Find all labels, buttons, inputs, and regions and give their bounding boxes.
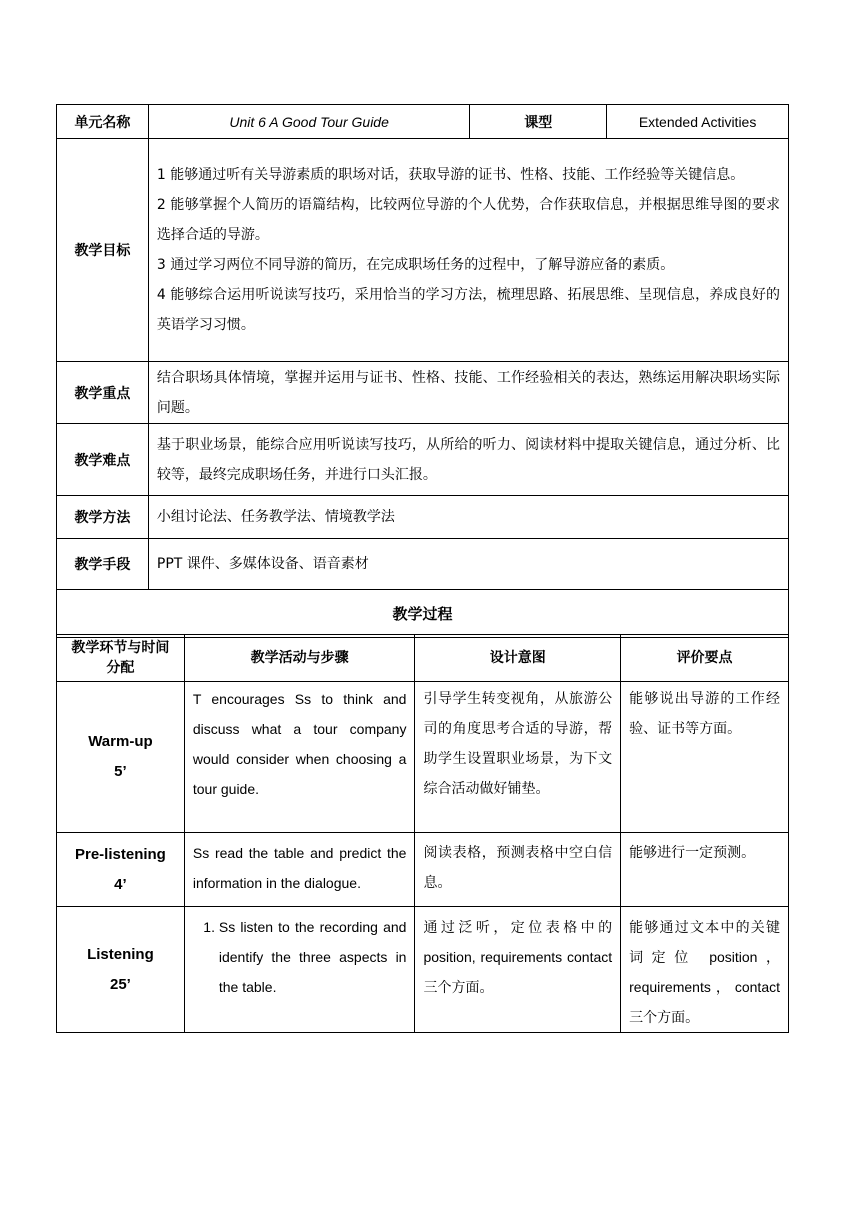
unit-label: 单元名称 (57, 105, 149, 139)
header-stage: 教学环节与时间分配 (57, 635, 185, 682)
stage-name: Pre-listening (75, 845, 166, 863)
header-intent: 设计意图 (415, 635, 621, 682)
table-row (57, 833, 789, 907)
objective-item: 4 能够综合运用听说读写技巧，采用恰当的学习方法，梳理思路、拓展思维、呈现信息，养成良好的英语学习习惯。 (156, 287, 780, 333)
stage-time: 4’ (114, 875, 127, 893)
objectives-content (148, 139, 788, 362)
difficulties-text: 基于职业场景，能综合应用听说读写技巧，从所给的听力、阅读材料中提取关键信息，通过分析、比较等，最终完成职场任务，并进行口头汇报。 (148, 424, 788, 496)
objectives-row (57, 139, 789, 362)
info-table (56, 104, 789, 638)
evaluation-cell: 能够说出导游的工作经验、证书等方面。 (621, 682, 789, 833)
process-header-row (57, 635, 789, 682)
process-title: 教学过程 (57, 590, 789, 638)
activity-cell: Ss read the table and predict the information in the dialogue. (184, 833, 415, 907)
process-table (56, 634, 789, 1033)
type-value: Extended Activities (607, 105, 789, 139)
stage-time: 5’ (114, 763, 127, 780)
objective-item: 3 通过学习两位不同导游的简历，在完成职场任务的过程中，了解导游应备的素质。 (156, 257, 675, 273)
difficulties-row (57, 424, 789, 496)
intent-cell: 阅读表格，预测表格中空白信息。 (415, 833, 621, 907)
unit-row (57, 105, 789, 139)
objective-item: 2 能够掌握个人简历的语篇结构，比较两位导游的个人优势，合作获取信息，并根据思维导图的要求选择合适的导游。 (156, 197, 780, 243)
unit-value: Unit 6 A Good Tour Guide (148, 105, 470, 139)
means-label: 教学手段 (57, 539, 149, 590)
key-points-text: 结合职场具体情境，掌握并运用与证书、性格、技能、工作经验相关的表达，熟练运用解决职场实际问题。 (148, 362, 788, 424)
means-row (57, 539, 789, 590)
key-points-label: 教学重点 (57, 362, 149, 424)
process-title-row (57, 590, 789, 638)
stage-name: Warm-up (88, 733, 153, 750)
evaluation-cell: 能够进行一定预测。 (621, 833, 789, 907)
methods-label: 教学方法 (57, 496, 149, 539)
table-row (57, 682, 789, 833)
stage-name: Listening (87, 945, 154, 963)
stage-cell (57, 833, 185, 907)
activity-steps (193, 912, 407, 1002)
table-row (57, 907, 789, 1033)
stage-time: 25’ (110, 975, 131, 993)
difficulties-label: 教学难点 (57, 424, 149, 496)
intent-cell: 通过泛听，定位表格中的 position, requirements contact 三个方面。 (415, 907, 621, 1033)
activity-cell: T encourages Ss to think and discuss what a tour company would consider when choosing a tour guide. (184, 682, 415, 833)
objectives-label: 教学目标 (57, 139, 149, 362)
methods-row (57, 496, 789, 539)
stage-cell (57, 907, 185, 1033)
type-label: 课型 (470, 105, 607, 139)
objective-item: 1 能够通过听有关导游素质的职场对话，获取导游的证书、性格、技能、工作经验等关键信息。 (156, 167, 745, 183)
methods-text: 小组讨论法、任务教学法、情境教学法 (148, 496, 788, 539)
header-activity: 教学活动与步骤 (184, 635, 415, 682)
evaluation-cell: 能够通过文本中的关键词定位 position，requirements，contact 三个方面。 (621, 907, 789, 1033)
header-evaluation: 评价要点 (621, 635, 789, 682)
intent-cell: 引导学生转变视角，从旅游公司的角度思考合适的导游，帮助学生设置职业场景，为下文综合活动做好铺垫。 (415, 682, 621, 833)
activity-step: 1. Ss listen to the recording and identify the three aspects in the table. (219, 912, 407, 1002)
activity-cell (184, 907, 415, 1033)
stage-cell (57, 682, 185, 833)
means-text: PPT 课件、多媒体设备、语音素材 (148, 539, 788, 590)
key-points-row (57, 362, 789, 424)
